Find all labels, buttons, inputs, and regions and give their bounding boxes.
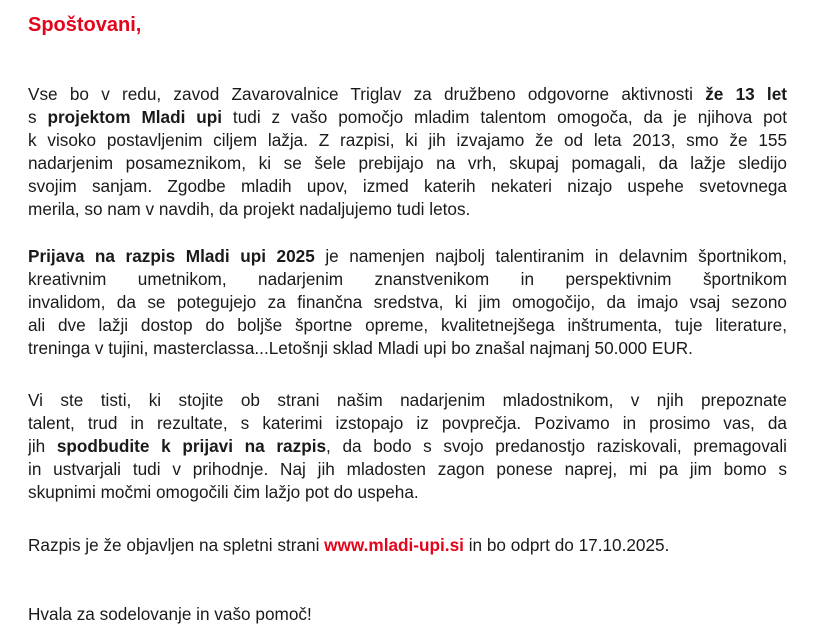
p1-bold-project: projektom Mladi upi [47,107,223,127]
p2-bold-application: Prijava na razpis Mladi upi 2025 [28,246,315,266]
p1-text: s [28,107,48,127]
p3-text: , da bodo s svojo predanostjo raziskovali, premagovali [326,436,787,456]
p3-bold-encourage: spodbudite k prijavi na razpis [56,436,327,456]
closing-line: Hvala za sodelovanje in vašo pomoč! [28,604,312,624]
p1-bold-years: že 13 let [705,84,787,104]
paragraph-2-line-1 [28,245,787,267]
paragraph-3-line-1: Vi ste tisti, ki stojite ob strani našim nadarjenim mladostnikom, v njih prepoznate [28,390,787,410]
paragraph-1-line-2 [28,106,787,128]
p1-text: tudi z vašo pomočjo mladim talentom omogoča, da je njihova pot [222,107,787,127]
paragraph-3-line-2: talent, trud in rezultate, s katerimi izstopajo iz povprečja. Pozivamo in prosimo vas, da [28,413,787,433]
paragraph-1-line-1 [28,83,787,105]
paragraph-2-line-3: invalidom, da se potegujejo za finančna sredstva, ki jim omogočijo, da imajo vsaj sezono [28,292,787,312]
paragraph-1-line-6: merila, so nam v navdih, da projekt nadaljujemo tudi letos. [28,199,471,219]
paragraph-3-line-4: in ustvarjali tudi v prihodnje. Naj jih mladosten zagon ponese naprej, mi pa jim bomo s [28,459,787,479]
paragraph-3-line-3 [28,435,787,457]
paragraph-3-line-5: skupnimi močmi omogočili čim lažjo pot do uspeha. [28,482,419,502]
p3-text: jih [28,436,57,456]
p4-text: in bo odprt do 17.10.2025. [463,535,670,555]
paragraph-2-line-4: ali dve lažji dostop do boljše športne opreme, kvalitetnejšega inštrumenta, tuje literature, [28,315,787,335]
website-link[interactable]: www.mladi-upi.si [324,535,464,555]
paragraph-4 [28,534,787,556]
paragraph-1-line-3: k visoko postavljenim ciljem lažja. Z razpisi, ki jih izvajamo že od leta 2013, smo že 155 [28,130,787,150]
p1-text: Vse bo v redu, zavod Zavarovalnice Triglav za družbeno odgovorne aktivnosti [28,84,706,104]
p4-text: Razpis je že objavljen na spletni strani [28,535,325,555]
p2-text: je namenjen najbolj talentiranim in delavnim športnikom, [314,246,787,266]
paragraph-2-line-2: kreativnim umetnikom, nadarjenim znanstvenikom in perspektivnim športnikom [28,269,787,289]
paragraph-2-line-5: treninga v tujini, masterclassa...Letošnji sklad Mladi upi bo znašal najmanj 50.000 EUR. [28,338,693,358]
paragraph-1-line-5: svojim sanjam. Zgodbe mladih upov, izmed katerih nekateri nizajo uspehe svetovnega [28,176,787,196]
greeting-heading: Spoštovani, [28,14,142,36]
paragraph-1-line-4: nadarjenim posameznikom, ki se šele prebijajo na vrh, skupaj pomagali, da lažje sledijo [28,153,787,173]
